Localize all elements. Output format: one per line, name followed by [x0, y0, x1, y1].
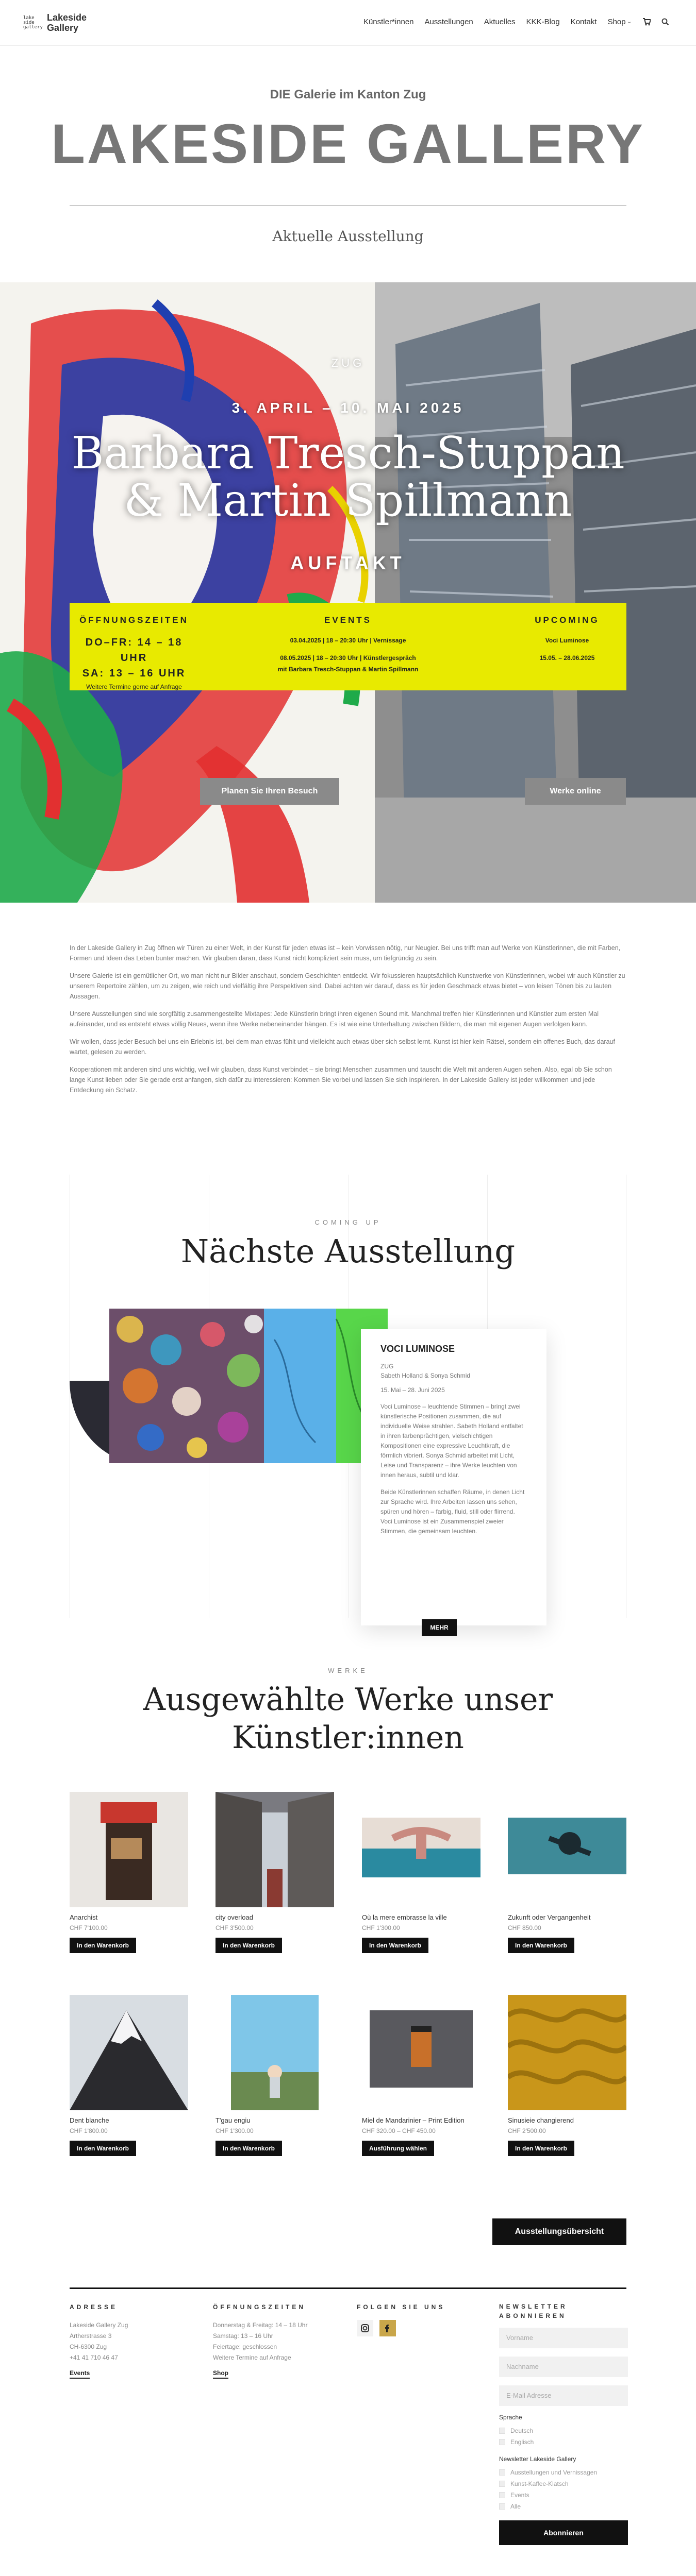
- product-price: CHF 850.00: [508, 1924, 541, 1931]
- product-image[interactable]: [216, 1792, 334, 1907]
- current-exhibition-heading: Aktuelle Ausstellung: [272, 228, 424, 245]
- newsletter-title: [499, 2302, 628, 2320]
- add-to-cart-button[interactable]: In den Warenkorb: [216, 1938, 282, 1953]
- nav-item-contact[interactable]: Kontakt: [570, 18, 597, 26]
- hours-line-1b: UHR: [120, 652, 148, 664]
- intro-text: [70, 943, 626, 1103]
- footer-newsletter: [499, 2302, 628, 2545]
- language-option[interactable]: [499, 2436, 628, 2448]
- nav-item-exhibitions[interactable]: Ausstellungen: [424, 18, 473, 26]
- product-price: CHF 1'300.00: [362, 1924, 400, 1931]
- event-2: 08.05.2025 | 18 – 20:30 Uhr | Künstlergespräch: [280, 654, 416, 662]
- upcoming-dates: 15.05. – 28.06.2025: [539, 654, 595, 662]
- nav-shop-label: Shop: [607, 18, 626, 26]
- product-price: CHF 1'800.00: [70, 2127, 108, 2134]
- product-price: CHF 1'300.00: [216, 2127, 254, 2134]
- choose-variant-button[interactable]: Ausführung wählen: [362, 2141, 434, 2156]
- hours-block: [70, 615, 198, 692]
- more-button[interactable]: MEHR: [422, 1619, 457, 1636]
- product-image[interactable]: [70, 1792, 188, 1907]
- product-price: CHF 320.00 – CHF 450.00: [362, 2127, 436, 2134]
- next-title: Nächste Ausstellung: [180, 1232, 516, 1270]
- list-option[interactable]: [499, 2489, 628, 2501]
- page-pretitle: DIE Galerie im Kanton Zug: [270, 88, 426, 101]
- hours-line-2: SA: 13 – 16 UHR: [82, 668, 186, 679]
- checkbox[interactable]: [499, 2481, 505, 2487]
- hero-artists: [0, 428, 696, 527]
- footer-hours: [213, 2302, 342, 2379]
- last-name-input[interactable]: Nachname: [499, 2357, 628, 2377]
- language-label: Sprache: [499, 2414, 522, 2421]
- product-card[interactable]: [508, 1792, 626, 1953]
- info-bar: [70, 603, 626, 690]
- intro-paragraph: In der Lakeside Gallery in Zug öffnen wir Türen zu einer Welt, in der Kunst für jeden etwas ist – kein Vorwissen nötig, nur Neugier. Bei uns trifft man auf Werke von Künstlerinnen, die mit Farben, Formen und Ideen das Leben bunter machen. Wir glauben daran, dass Kunst nicht kompliziert sein muss, um tiefgründig zu sein.: [70, 944, 621, 962]
- next-kicker: COMING UP: [314, 1218, 382, 1226]
- plan-visit-button[interactable]: Planen Sie Ihren Besuch: [200, 778, 339, 805]
- divider: [70, 205, 626, 206]
- works-title: [0, 1681, 696, 1757]
- hours-line: Feiertage: geschlossen: [213, 2343, 277, 2350]
- hours-line: Samstag: 13 – 16 Uhr: [213, 2332, 273, 2340]
- exhibition-overview-button[interactable]: Ausstellungsübersicht: [492, 2218, 626, 2245]
- product-card[interactable]: [362, 1792, 480, 1953]
- logo-mark: lake side gallery: [23, 15, 43, 30]
- footer-social: [357, 2302, 486, 2336]
- hours-line: Donnerstag & Freitag: 14 – 18 Uhr: [213, 2321, 308, 2329]
- product-name[interactable]: Zukunft oder Vergangenheit: [508, 1913, 591, 1921]
- hero-place: ZUG: [331, 357, 365, 369]
- product-card[interactable]: [362, 1995, 480, 2156]
- upcoming-title: UPCOMING: [535, 615, 600, 625]
- product-name[interactable]: Où la mere embrasse la ville: [362, 1913, 447, 1921]
- site-header: [0, 0, 696, 45]
- hero-painting-image: [0, 282, 375, 903]
- add-to-cart-button[interactable]: In den Warenkorb: [70, 2141, 136, 2156]
- checkbox[interactable]: [499, 2428, 505, 2434]
- card-text: Voci Luminose – leuchtende Stimmen – bringt zwei künstlerische Positionen zusammen, die auf individuelle Weise strahlen. Sabeth Holland entfaltet in ihren farbenprächtigen, vielschichtigen Kompositionen eine expressive Leuchtkraft, die förmlich vibriert. Sonya Schmid arbeitet mit Licht, Leise und Transparenz – ihre Werke leuchten von innen heraus, subtil und klar.: [380, 1403, 523, 1479]
- product-price: CHF 7'100.00: [70, 1924, 108, 1931]
- instagram-icon[interactable]: [357, 2320, 373, 2336]
- intro-paragraph: Wir wollen, dass jeder Besuch bei uns ein Erlebnis ist, bei dem man etwas fühlt und vielleicht auch etwas über sich selbst lernt. Kunst ist hier kein Rätsel, sondern ein offenes Buch, das darauf wartet, gelesen zu werden.: [70, 1038, 615, 1056]
- list-option[interactable]: [499, 2467, 628, 2478]
- upcoming-name: Voci Luminose: [545, 637, 589, 644]
- list-option-label: Alle: [510, 2503, 521, 2510]
- social-icons: [357, 2320, 486, 2336]
- product-card[interactable]: [216, 1995, 334, 2156]
- works-kicker: WERKE: [328, 1667, 368, 1674]
- search-icon[interactable]: [661, 18, 669, 26]
- works-title-line: Künstler:innen: [232, 1720, 464, 1756]
- add-to-cart-button[interactable]: In den Warenkorb: [362, 1938, 428, 1953]
- product-image[interactable]: [362, 1995, 480, 2110]
- intro-paragraph: Unsere Ausstellungen sind wie sorgfältig zusammengestellte Mixtapes: Jede Künstlerin bringt ihren eigenen Sound mit. Manchmal treffen hier Künstlerinnen und Künstler zum ersten Mal aufeinander, und es entsteht etwas völlig Neues, wenn ihre Werke nebeneinander hängen. Es ist wie eine Unterhaltung zwischen Bildern, die man mit eigenen Augen verfolgen kann.: [70, 1010, 599, 1028]
- checkbox[interactable]: [499, 2469, 505, 2476]
- product-price: CHF 2'500.00: [508, 2127, 546, 2134]
- card-text: Beide Künstlerinnen schaffen Räume, in denen Licht zur Sprache wird. Ihre Arbeiten lassen uns sehen, spüren und hören – farbig, fluid, still oder flirrend. Voci Luminose ist ein Zusammenspiel zweier Stimmen, die gemeinsam leuchten.: [380, 1488, 525, 1535]
- works-online-button[interactable]: Werke online: [525, 778, 626, 805]
- subscribe-button[interactable]: Abonnieren: [499, 2520, 628, 2545]
- hours-line: Weitere Termine auf Anfrage: [213, 2354, 291, 2361]
- event-1: 03.04.2025 | 18 – 20:30 Uhr | Vernissage: [290, 637, 406, 644]
- card-dates: 15. Mai – 28. Juni 2025: [380, 1386, 445, 1394]
- add-to-cart-button[interactable]: In den Warenkorb: [70, 1938, 136, 1953]
- events-block: [240, 615, 456, 675]
- hero-auftakt: AUFTAKT: [290, 552, 406, 573]
- language-option[interactable]: [499, 2425, 628, 2436]
- nav-item-news[interactable]: Aktuelles: [484, 18, 516, 26]
- footer-address: [70, 2302, 198, 2379]
- next-exhibition-card: [361, 1329, 546, 1625]
- product-name[interactable]: T'gau engiu: [216, 2116, 251, 2124]
- card-title: VOCI LUMINOSE: [380, 1344, 455, 1354]
- hours-title: ÖFFNUNGSZEITEN: [79, 615, 189, 625]
- footer-hours-title: ÖFFNUNGSZEITEN: [213, 2303, 306, 2311]
- address-line: Lakeside Gallery Zug: [70, 2321, 128, 2329]
- hours-note: Weitere Termine gerne auf Anfrage: [86, 683, 182, 690]
- add-to-cart-button[interactable]: In den Warenkorb: [508, 2141, 574, 2156]
- logo[interactable]: [23, 12, 87, 33]
- checkbox[interactable]: [499, 2492, 505, 2498]
- next-exhibition-image: [109, 1309, 388, 1463]
- product-name[interactable]: Dent blanche: [70, 2116, 109, 2124]
- footer-shop-link[interactable]: Shop: [213, 2368, 228, 2379]
- product-card[interactable]: [508, 1995, 626, 2156]
- product-image[interactable]: [508, 1792, 626, 1907]
- newsletter-title-line: NEWSLETTER: [499, 2303, 568, 2310]
- cart-icon[interactable]: [642, 18, 651, 26]
- footer-address-title: ADRESSE: [70, 2303, 118, 2311]
- list-option-label: Events: [510, 2492, 529, 2499]
- checkbox[interactable]: [499, 2439, 505, 2445]
- facebook-icon[interactable]: [379, 2320, 396, 2336]
- product-name[interactable]: Sinusieie changierend: [508, 2116, 574, 2124]
- language-option-label: Deutsch: [510, 2427, 534, 2434]
- hero-section: [0, 282, 696, 903]
- email-input[interactable]: E-Mail Adresse: [499, 2385, 628, 2406]
- product-image[interactable]: [362, 1792, 480, 1907]
- logo-text: Lakeside Gallery: [47, 12, 87, 33]
- list-option[interactable]: [499, 2478, 628, 2489]
- hero-photo-image: [375, 282, 696, 903]
- event-2-detail: mit Barbara Tresch-Stuppan & Martin Spillmann: [277, 666, 419, 673]
- product-card[interactable]: [70, 1995, 188, 2156]
- language-option-label: Englisch: [510, 2438, 534, 2446]
- add-to-cart-button[interactable]: In den Warenkorb: [216, 2141, 282, 2156]
- checkbox[interactable]: [499, 2503, 505, 2510]
- first-name-input[interactable]: Vorname: [499, 2328, 628, 2348]
- product-card[interactable]: [70, 1792, 188, 1953]
- address-line: CH-6300 Zug: [70, 2343, 107, 2350]
- works-title-line: Ausgewählte Werke unser: [143, 1682, 553, 1718]
- chevron-down-icon: ⌄: [627, 19, 632, 25]
- add-to-cart-button[interactable]: In den Warenkorb: [508, 1938, 574, 1953]
- page-title: LAKESIDE GALLERY: [51, 112, 645, 175]
- list-option-label: Ausstellungen und Vernissagen: [510, 2469, 598, 2476]
- list-label: Newsletter Lakeside Gallery: [499, 2455, 576, 2463]
- product-name[interactable]: Anarchist: [70, 1913, 98, 1921]
- hero-dates: 3. APRIL – 10. MAI 2025: [231, 400, 465, 416]
- card-place: ZUG: [380, 1363, 394, 1370]
- nav-item-artists[interactable]: Künstler*innen: [363, 18, 414, 26]
- hours-line-1: DO–FR: 14 – 18: [85, 637, 183, 648]
- product-price: CHF 3'500.00: [216, 1924, 254, 1931]
- product-image[interactable]: [216, 1995, 334, 2110]
- main-nav: [363, 18, 669, 26]
- hero-artist-1: Barbara Tresch-Stuppan: [71, 428, 625, 479]
- product-image[interactable]: [508, 1995, 626, 2110]
- product-image[interactable]: [70, 1995, 188, 2110]
- intro-paragraph: Kooperationen mit anderen sind uns wichtig, weil wir glauben, dass Kunst verbindet – sie bringt Menschen zusammen und tauscht die Welt mit anderen Augen sehen. Also, egal ob Sie schon lange Kunst lieben oder Sie gerade erst anfangen, sich dafür zu interessieren: Kommen Sie vorbei und lassen Sie sich inspirieren. In der Lakeside Gallery ist jeder willkommen und jede Entdeckung ein Schatz.: [70, 1066, 612, 1094]
- events-title: EVENTS: [324, 615, 372, 625]
- hero-artist-2: & Martin Spillmann: [124, 475, 572, 527]
- footer-divider: [70, 2287, 626, 2289]
- card-artists: Sabeth Holland & Sonya Schmid: [380, 1372, 471, 1379]
- nav-item-shop[interactable]: [608, 18, 632, 26]
- list-option[interactable]: [499, 2501, 628, 2512]
- footer-events-link[interactable]: Events: [70, 2368, 90, 2379]
- intro-paragraph: Unsere Galerie ist ein gemütlicher Ort, wo man nicht nur Bilder anschaut, sondern Geschichten entdeckt. Wir fokussieren hauptsächlich Kunstwerke von Künstlerinnen, wobei wir auch Künstler zu unserem Repertoire zählen, um zu zeigen, wie reich und vielfältig ihre Perspektiven sind. Dabei achten wir darauf, dass es für jeden Geschmack etwas bietet – von leisen Tönen bis zu lauten Aussagen.: [70, 972, 625, 1000]
- nav-item-blog[interactable]: KKK-Blog: [526, 18, 560, 26]
- newsletter-title-line: ABONNIEREN: [499, 2312, 567, 2319]
- footer-follow-title: FOLGEN SIE UNS: [357, 2303, 445, 2311]
- address-line: Artherstrasse 3: [70, 2332, 112, 2340]
- product-name[interactable]: Miel de Mandarinier – Print Edition: [362, 2116, 465, 2124]
- product-card[interactable]: [216, 1792, 334, 1953]
- phone[interactable]: +41 41 710 46 47: [70, 2354, 118, 2361]
- product-name[interactable]: city overload: [216, 1913, 253, 1921]
- upcoming-block: [508, 615, 626, 664]
- list-option-label: Kunst-Kaffee-Klatsch: [510, 2480, 569, 2487]
